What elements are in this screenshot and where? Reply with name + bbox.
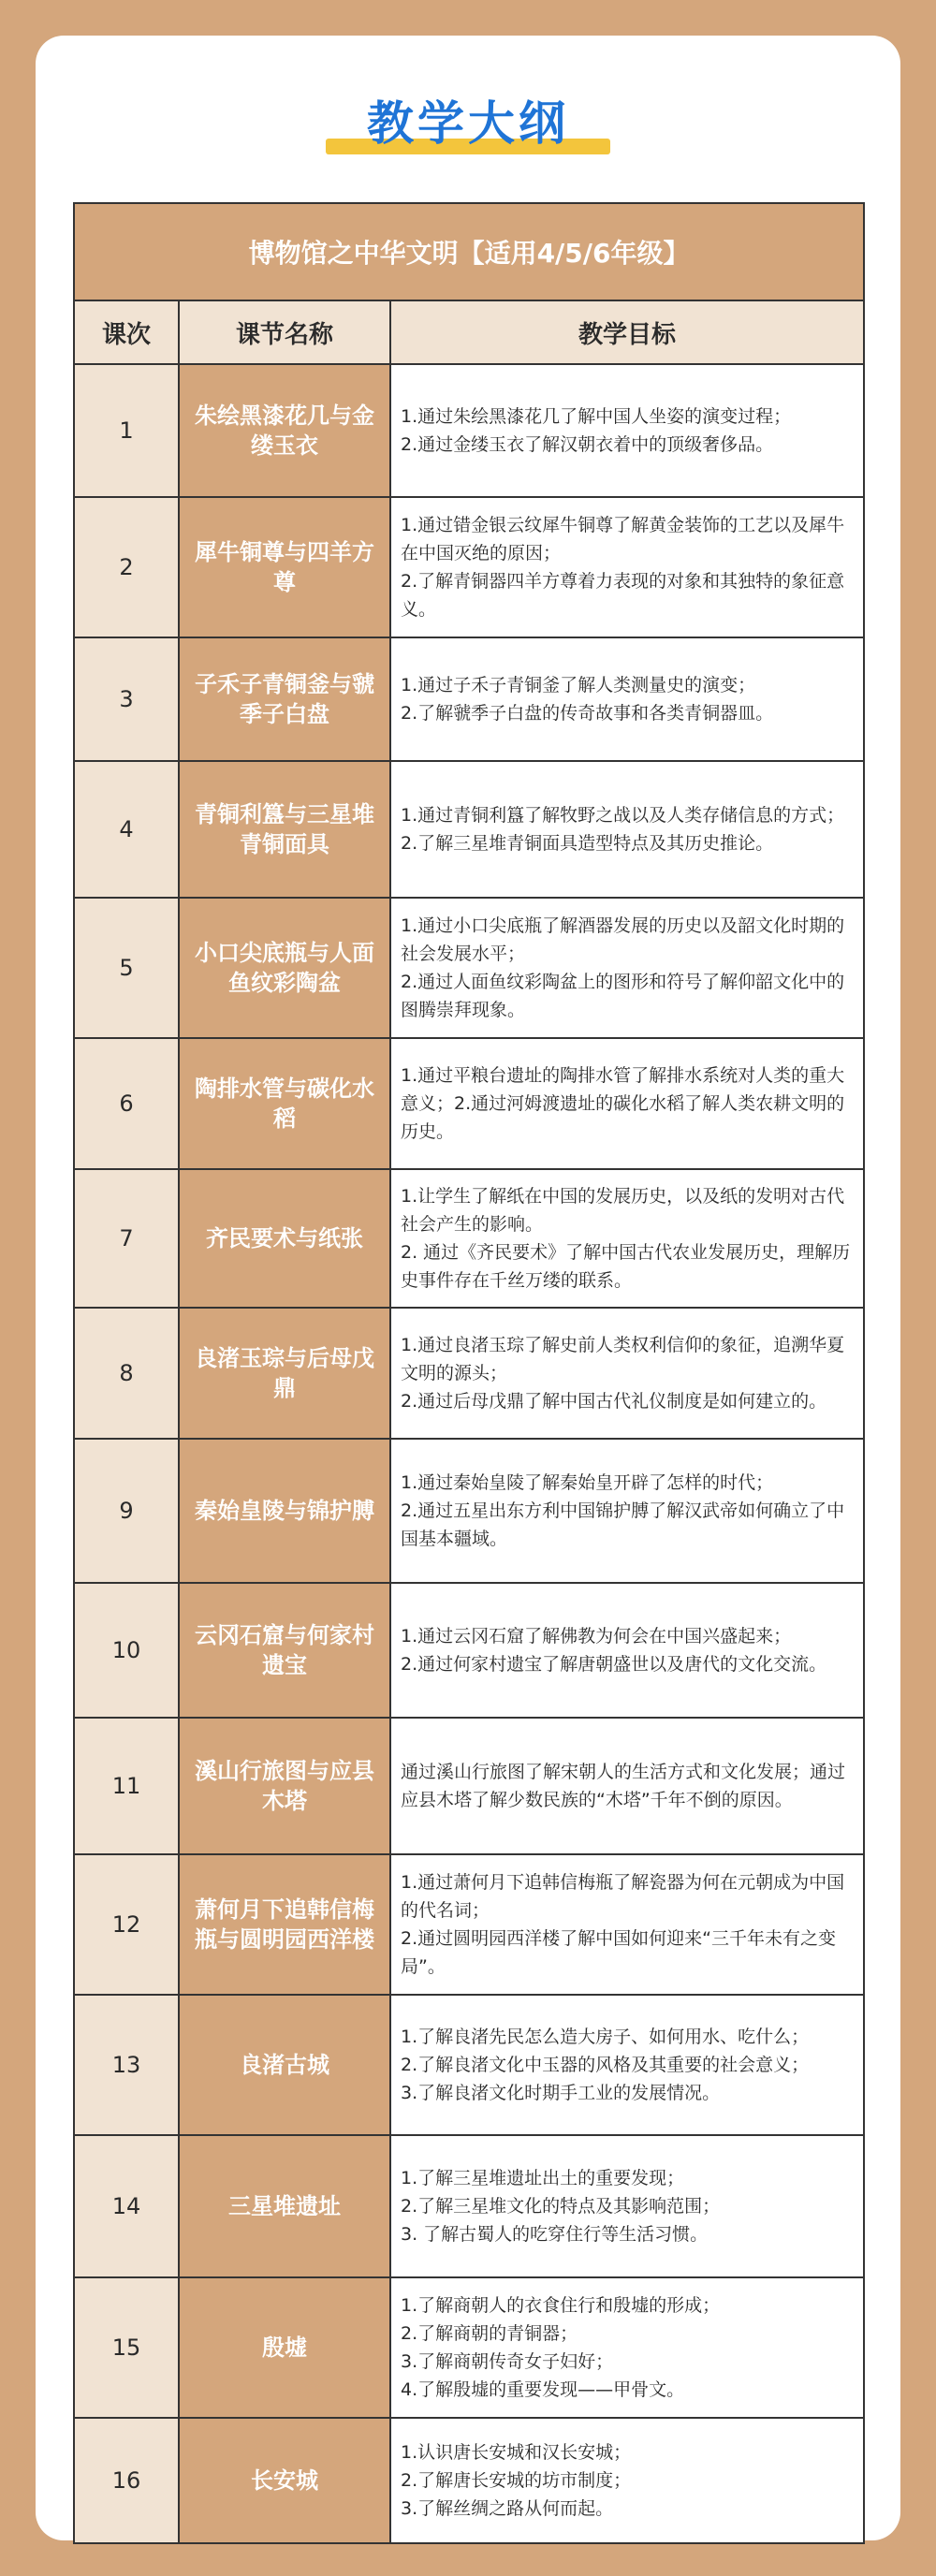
lesson-name: 陶排水管与碳化水稻 [179,1038,390,1169]
lesson-number: 3 [74,637,179,761]
lesson-name: 溪山行旅图与应县木塔 [179,1718,390,1854]
lesson-number: 13 [74,1995,179,2135]
lesson-number: 10 [74,1583,179,1718]
table-row [74,1439,864,1583]
lesson-number: 16 [74,2418,179,2543]
lesson-name: 萧何月下追韩信梅瓶与圆明园西洋楼 [179,1854,390,1995]
table-row [74,2135,864,2277]
lesson-number: 8 [74,1308,179,1439]
lesson-name: 良渚古城 [179,1995,390,2135]
lesson-number: 14 [74,2135,179,2277]
table-caption: 博物馆之中华文明【适用4/5/6年级】 [74,203,864,300]
lesson-name: 小口尖底瓶与人面鱼纹彩陶盆 [179,898,390,1038]
lesson-goal: 1.通过萧何月下追韩信梅瓶了解瓷器为何在元朝成为中国的代名词； 2.通过圆明园西洋楼了解中国如何迎来“三千年未有之变局”。 [390,1854,864,1995]
table-row [74,364,864,497]
lesson-number: 1 [74,364,179,497]
lesson-goal: 1.通过错金银云纹犀牛铜尊了解黄金装饰的工艺以及犀牛在中国灭绝的原因； 2.了解青铜器四羊方尊着力表现的对象和其独特的象征意义。 [390,497,864,637]
lesson-goal: 1.通过小口尖底瓶了解酒器发展的历史以及韶文化时期的社会发展水平； 2.通过人面鱼纹彩陶盆上的图形和符号了解仰韶文化中的图腾崇拜现象。 [390,898,864,1038]
title-area [36,90,900,174]
table-row [74,1169,864,1308]
lesson-number: 12 [74,1854,179,1995]
lesson-number: 9 [74,1439,179,1583]
lesson-name: 秦始皇陵与锦护膊 [179,1439,390,1583]
lesson-number: 4 [74,761,179,898]
lesson-goal: 1.通过青铜利簋了解牧野之战以及人类存储信息的方式； 2.了解三星堆青铜面具造型特点及其历史推论。 [390,761,864,898]
header-row [74,300,864,364]
lesson-name: 良渚玉琮与后母戊鼎 [179,1308,390,1439]
table-row [74,898,864,1038]
lesson-name: 犀牛铜尊与四羊方尊 [179,497,390,637]
table-row [74,1854,864,1995]
lesson-number: 11 [74,1718,179,1854]
table-row [74,637,864,761]
lesson-goal: 1.通过良渚玉琮了解史前人类权利信仰的象征，追溯华夏文明的源头； 2.通过后母戊鼎了解中国古代礼仪制度是如何建立的。 [390,1308,864,1439]
lesson-name: 云冈石窟与何家村遗宝 [179,1583,390,1718]
lesson-name: 长安城 [179,2418,390,2543]
header-teaching-goal: 教学目标 [390,300,864,364]
table-row [74,1308,864,1439]
lesson-number: 2 [74,497,179,637]
table-row [74,2418,864,2543]
lesson-number: 15 [74,2277,179,2418]
table-row [74,1038,864,1169]
lesson-name: 朱绘黑漆花几与金缕玉衣 [179,364,390,497]
table-row [74,2277,864,2418]
table-row [74,497,864,637]
table-row [74,1995,864,2135]
lesson-goal: 1.让学生了解纸在中国的发展历史，以及纸的发明对古代社会产生的影响。 2. 通过《齐民要术》了解中国古代农业发展历史，理解历史事件存在千丝万缕的联系。 [390,1169,864,1308]
lesson-goal: 1.了解三星堆遗址出土的重要发现； 2.了解三星堆文化的特点及其影响范围； 3. 了解古蜀人的吃穿住行等生活习惯。 [390,2135,864,2277]
table-row [74,761,864,898]
lesson-name: 子禾子青铜釜与虢季子白盘 [179,637,390,761]
lesson-goal: 1.通过朱绘黑漆花几了解中国人坐姿的演变过程； 2.通过金缕玉衣了解汉朝衣着中的顶级奢侈品。 [390,364,864,497]
header-lesson-name: 课节名称 [179,300,390,364]
syllabus-card [36,36,900,2540]
table-row [74,1718,864,1854]
syllabus-table [73,202,865,2544]
lesson-name: 齐民要术与纸张 [179,1169,390,1308]
lesson-goal: 1.了解良渚先民怎么造大房子、如何用水、吃什么； 2.了解良渚文化中玉器的风格及其重要的社会意义； 3.了解良渚文化时期手工业的发展情况。 [390,1995,864,2135]
lesson-goal: 1.通过秦始皇陵了解秦始皇开辟了怎样的时代； 2.通过五星出东方利中国锦护膊了解汉武帝如何确立了中国基本疆域。 [390,1439,864,1583]
lesson-number: 5 [74,898,179,1038]
lesson-goal: 通过溪山行旅图了解宋朝人的生活方式和文化发展；通过应县木塔了解少数民族的“木塔”千年不倒的原因。 [390,1718,864,1854]
lesson-goal: 1.了解商朝人的衣食住行和殷墟的形成； 2.了解商朝的青铜器； 3.了解商朝传奇女子妇好； 4.了解殷墟的重要发现——甲骨文。 [390,2277,864,2418]
lesson-goal: 1.通过平粮台遗址的陶排水管了解排水系统对人类的重大意义；2.通过河姆渡遗址的碳化水稻了解人类农耕文明的历史。 [390,1038,864,1169]
lesson-goal: 1.通过云冈石窟了解佛教为何会在中国兴盛起来； 2.通过何家村遗宝了解唐朝盛世以及唐代的文化交流。 [390,1583,864,1718]
page-title: 教学大纲 [367,96,569,151]
table-row [74,1583,864,1718]
lesson-name: 殷墟 [179,2277,390,2418]
lesson-name: 三星堆遗址 [179,2135,390,2277]
lesson-goal: 1.通过子禾子青铜釜了解人类测量史的演变； 2.了解虢季子白盘的传奇故事和各类青铜器皿。 [390,637,864,761]
lesson-number: 6 [74,1038,179,1169]
lesson-name: 青铜利簋与三星堆青铜面具 [179,761,390,898]
lesson-goal: 1.认识唐长安城和汉长安城； 2.了解唐长安城的坊市制度； 3.了解丝绸之路从何而起。 [390,2418,864,2543]
header-lesson-number: 课次 [74,300,179,364]
lesson-number: 7 [74,1169,179,1308]
